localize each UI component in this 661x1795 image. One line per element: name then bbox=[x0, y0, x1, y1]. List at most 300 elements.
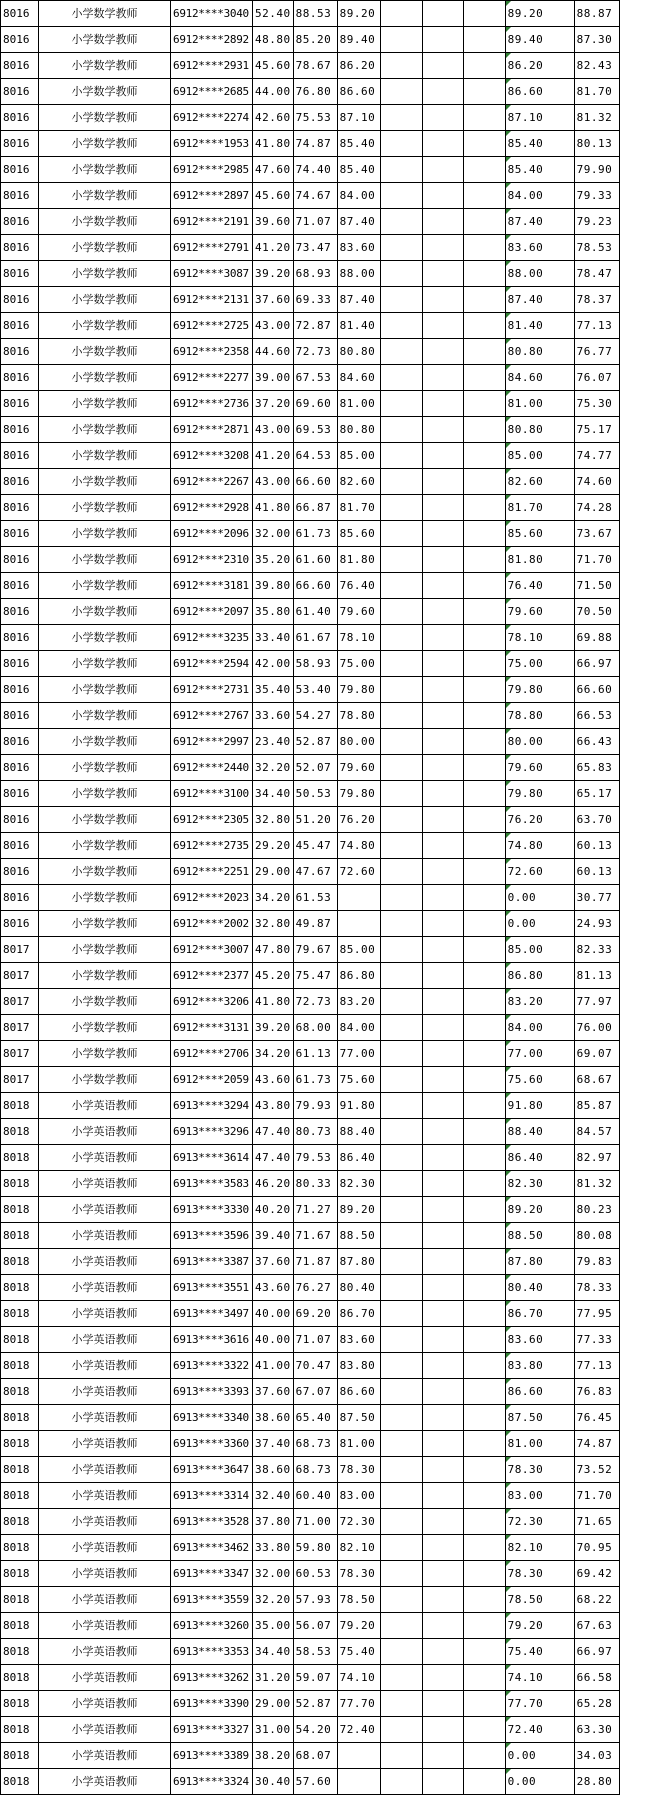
position-code-cell: 8018 bbox=[1, 1769, 39, 1795]
blank-cell-2 bbox=[422, 1327, 463, 1353]
blank-cell-3 bbox=[463, 781, 505, 807]
position-code-cell: 8016 bbox=[1, 105, 39, 131]
candidate-id-cell: 6913****3647 bbox=[171, 1457, 253, 1483]
blank-cell-3 bbox=[463, 1561, 505, 1587]
blank-cell-3 bbox=[463, 599, 505, 625]
table-row bbox=[1, 1405, 620, 1431]
total-score-cell: 76.77 bbox=[574, 339, 619, 365]
blank-cell-1 bbox=[380, 313, 422, 339]
written-converted-cell: 78.67 bbox=[293, 53, 337, 79]
position-name-cell: 小学数学教师 bbox=[39, 781, 171, 807]
final-interview-cell: 76.20 bbox=[505, 807, 574, 833]
blank-cell-1 bbox=[380, 1509, 422, 1535]
candidate-id-cell: 6912****2097 bbox=[171, 599, 253, 625]
table-row bbox=[1, 1301, 620, 1327]
blank-cell-2 bbox=[422, 1249, 463, 1275]
final-interview-cell: 82.60 bbox=[505, 469, 574, 495]
total-score-cell: 71.50 bbox=[574, 573, 619, 599]
position-code-cell: 8018 bbox=[1, 1509, 39, 1535]
position-code-cell: 8016 bbox=[1, 573, 39, 599]
written-score-cell: 32.00 bbox=[253, 1561, 294, 1587]
written-converted-cell: 60.53 bbox=[293, 1561, 337, 1587]
position-name-cell: 小学数学教师 bbox=[39, 53, 171, 79]
blank-cell-1 bbox=[380, 833, 422, 859]
written-score-cell: 31.20 bbox=[253, 1665, 294, 1691]
written-converted-cell: 88.53 bbox=[293, 1, 337, 27]
written-score-cell: 33.80 bbox=[253, 1535, 294, 1561]
final-interview-cell: 78.80 bbox=[505, 703, 574, 729]
written-converted-cell: 60.40 bbox=[293, 1483, 337, 1509]
total-score-cell: 75.17 bbox=[574, 417, 619, 443]
written-converted-cell: 67.53 bbox=[293, 365, 337, 391]
blank-cell-1 bbox=[380, 911, 422, 937]
position-code-cell: 8016 bbox=[1, 287, 39, 313]
table-row bbox=[1, 1067, 620, 1093]
total-score-cell: 66.97 bbox=[574, 1639, 619, 1665]
written-score-cell: 41.80 bbox=[253, 131, 294, 157]
interview-score-cell: 81.80 bbox=[337, 547, 380, 573]
written-score-cell: 43.00 bbox=[253, 417, 294, 443]
table-row bbox=[1, 599, 620, 625]
written-converted-cell: 50.53 bbox=[293, 781, 337, 807]
interview-score-cell: 86.20 bbox=[337, 53, 380, 79]
blank-cell-3 bbox=[463, 1509, 505, 1535]
blank-cell-3 bbox=[463, 365, 505, 391]
table-row bbox=[1, 1093, 620, 1119]
blank-cell-2 bbox=[422, 1171, 463, 1197]
final-interview-cell: 0.00 bbox=[505, 911, 574, 937]
table-row bbox=[1, 833, 620, 859]
position-code-cell: 8016 bbox=[1, 625, 39, 651]
position-name-cell: 小学英语教师 bbox=[39, 1145, 171, 1171]
blank-cell-2 bbox=[422, 1119, 463, 1145]
final-interview-cell: 85.00 bbox=[505, 937, 574, 963]
blank-cell-1 bbox=[380, 53, 422, 79]
written-converted-cell: 76.80 bbox=[293, 79, 337, 105]
written-converted-cell: 61.60 bbox=[293, 547, 337, 573]
final-interview-cell: 91.80 bbox=[505, 1093, 574, 1119]
table-row bbox=[1, 183, 620, 209]
position-name-cell: 小学英语教师 bbox=[39, 1535, 171, 1561]
written-converted-cell: 61.73 bbox=[293, 521, 337, 547]
blank-cell-2 bbox=[422, 79, 463, 105]
candidate-id-cell: 6912****2023 bbox=[171, 885, 253, 911]
blank-cell-2 bbox=[422, 391, 463, 417]
final-interview-cell: 81.00 bbox=[505, 1431, 574, 1457]
blank-cell-2 bbox=[422, 807, 463, 833]
position-code-cell: 8018 bbox=[1, 1327, 39, 1353]
blank-cell-3 bbox=[463, 1249, 505, 1275]
blank-cell-3 bbox=[463, 1483, 505, 1509]
blank-cell-3 bbox=[463, 937, 505, 963]
candidate-id-cell: 6912****3040 bbox=[171, 1, 253, 27]
written-score-cell: 39.00 bbox=[253, 365, 294, 391]
written-score-cell: 34.20 bbox=[253, 885, 294, 911]
final-interview-cell: 80.80 bbox=[505, 417, 574, 443]
position-code-cell: 8018 bbox=[1, 1119, 39, 1145]
position-code-cell: 8018 bbox=[1, 1457, 39, 1483]
written-score-cell: 43.60 bbox=[253, 1067, 294, 1093]
candidate-id-cell: 6912****3007 bbox=[171, 937, 253, 963]
position-name-cell: 小学数学教师 bbox=[39, 521, 171, 547]
interview-score-cell: 86.70 bbox=[337, 1301, 380, 1327]
written-score-cell: 42.60 bbox=[253, 105, 294, 131]
interview-score-cell: 87.40 bbox=[337, 287, 380, 313]
blank-cell-1 bbox=[380, 1717, 422, 1743]
blank-cell-3 bbox=[463, 1041, 505, 1067]
written-score-cell: 47.40 bbox=[253, 1145, 294, 1171]
candidate-id-cell: 6913****3528 bbox=[171, 1509, 253, 1535]
candidate-id-cell: 6912****2594 bbox=[171, 651, 253, 677]
position-code-cell: 8018 bbox=[1, 1665, 39, 1691]
position-name-cell: 小学数学教师 bbox=[39, 1015, 171, 1041]
written-score-cell: 30.40 bbox=[253, 1769, 294, 1795]
written-converted-cell: 66.87 bbox=[293, 495, 337, 521]
blank-cell-2 bbox=[422, 1041, 463, 1067]
interview-score-cell: 74.10 bbox=[337, 1665, 380, 1691]
written-converted-cell: 49.87 bbox=[293, 911, 337, 937]
written-converted-cell: 67.07 bbox=[293, 1379, 337, 1405]
total-score-cell: 76.45 bbox=[574, 1405, 619, 1431]
position-code-cell: 8016 bbox=[1, 547, 39, 573]
candidate-id-cell: 6912****2731 bbox=[171, 677, 253, 703]
candidate-id-cell: 6913****3294 bbox=[171, 1093, 253, 1119]
written-score-cell: 43.00 bbox=[253, 313, 294, 339]
interview-score-cell: 86.60 bbox=[337, 1379, 380, 1405]
position-name-cell: 小学英语教师 bbox=[39, 1275, 171, 1301]
total-score-cell: 81.70 bbox=[574, 79, 619, 105]
interview-score-cell: 89.40 bbox=[337, 27, 380, 53]
position-name-cell: 小学英语教师 bbox=[39, 1093, 171, 1119]
blank-cell-3 bbox=[463, 1379, 505, 1405]
table-row bbox=[1, 1457, 620, 1483]
total-score-cell: 76.83 bbox=[574, 1379, 619, 1405]
blank-cell-3 bbox=[463, 287, 505, 313]
table-row bbox=[1, 547, 620, 573]
blank-cell-1 bbox=[380, 1483, 422, 1509]
final-interview-cell: 79.80 bbox=[505, 781, 574, 807]
position-code-cell: 8018 bbox=[1, 1613, 39, 1639]
blank-cell-1 bbox=[380, 651, 422, 677]
blank-cell-1 bbox=[380, 261, 422, 287]
final-interview-cell: 81.40 bbox=[505, 313, 574, 339]
blank-cell-3 bbox=[463, 1145, 505, 1171]
candidate-id-cell: 6913****3596 bbox=[171, 1223, 253, 1249]
position-code-cell: 8018 bbox=[1, 1171, 39, 1197]
final-interview-cell: 89.20 bbox=[505, 1197, 574, 1223]
final-interview-cell: 86.20 bbox=[505, 53, 574, 79]
position-code-cell: 8017 bbox=[1, 963, 39, 989]
total-score-cell: 81.13 bbox=[574, 963, 619, 989]
blank-cell-2 bbox=[422, 1223, 463, 1249]
blank-cell-3 bbox=[463, 53, 505, 79]
position-name-cell: 小学英语教师 bbox=[39, 1119, 171, 1145]
candidate-id-cell: 6912****2685 bbox=[171, 79, 253, 105]
position-name-cell: 小学数学教师 bbox=[39, 833, 171, 859]
position-code-cell: 8016 bbox=[1, 235, 39, 261]
written-score-cell: 33.40 bbox=[253, 625, 294, 651]
final-interview-cell: 74.10 bbox=[505, 1665, 574, 1691]
written-converted-cell: 66.60 bbox=[293, 573, 337, 599]
written-score-cell: 43.00 bbox=[253, 469, 294, 495]
interview-score-cell: 86.40 bbox=[337, 1145, 380, 1171]
interview-score-cell: 83.80 bbox=[337, 1353, 380, 1379]
written-score-cell: 45.60 bbox=[253, 53, 294, 79]
blank-cell-2 bbox=[422, 1509, 463, 1535]
written-score-cell: 35.00 bbox=[253, 1613, 294, 1639]
position-name-cell: 小学英语教师 bbox=[39, 1223, 171, 1249]
candidate-id-cell: 6913****3559 bbox=[171, 1587, 253, 1613]
table-row bbox=[1, 1, 620, 27]
final-interview-cell: 83.60 bbox=[505, 1327, 574, 1353]
total-score-cell: 60.13 bbox=[574, 833, 619, 859]
table-row bbox=[1, 1015, 620, 1041]
final-interview-cell: 83.20 bbox=[505, 989, 574, 1015]
candidate-id-cell: 6912****2002 bbox=[171, 911, 253, 937]
blank-cell-2 bbox=[422, 1379, 463, 1405]
position-code-cell: 8017 bbox=[1, 1015, 39, 1041]
written-score-cell: 33.60 bbox=[253, 703, 294, 729]
blank-cell-3 bbox=[463, 1769, 505, 1795]
written-converted-cell: 70.47 bbox=[293, 1353, 337, 1379]
blank-cell-3 bbox=[463, 1171, 505, 1197]
written-converted-cell: 61.53 bbox=[293, 885, 337, 911]
blank-cell-1 bbox=[380, 1067, 422, 1093]
interview-score-cell: 72.30 bbox=[337, 1509, 380, 1535]
written-score-cell: 41.20 bbox=[253, 235, 294, 261]
blank-cell-2 bbox=[422, 261, 463, 287]
table-row bbox=[1, 365, 620, 391]
blank-cell-3 bbox=[463, 1067, 505, 1093]
table-row bbox=[1, 131, 620, 157]
table-row bbox=[1, 391, 620, 417]
total-score-cell: 78.47 bbox=[574, 261, 619, 287]
position-name-cell: 小学英语教师 bbox=[39, 1717, 171, 1743]
position-code-cell: 8018 bbox=[1, 1431, 39, 1457]
blank-cell-3 bbox=[463, 391, 505, 417]
written-score-cell: 41.00 bbox=[253, 1353, 294, 1379]
candidate-id-cell: 6913****3327 bbox=[171, 1717, 253, 1743]
written-score-cell: 32.00 bbox=[253, 521, 294, 547]
final-interview-cell: 75.60 bbox=[505, 1067, 574, 1093]
blank-cell-3 bbox=[463, 547, 505, 573]
interview-score-cell: 72.60 bbox=[337, 859, 380, 885]
table-row bbox=[1, 703, 620, 729]
interview-score-cell: 81.70 bbox=[337, 495, 380, 521]
final-interview-cell: 0.00 bbox=[505, 885, 574, 911]
blank-cell-1 bbox=[380, 1743, 422, 1769]
written-score-cell: 39.40 bbox=[253, 1223, 294, 1249]
written-score-cell: 38.60 bbox=[253, 1405, 294, 1431]
final-interview-cell: 77.00 bbox=[505, 1041, 574, 1067]
position-name-cell: 小学数学教师 bbox=[39, 209, 171, 235]
position-code-cell: 8016 bbox=[1, 521, 39, 547]
written-score-cell: 32.80 bbox=[253, 807, 294, 833]
blank-cell-1 bbox=[380, 417, 422, 443]
written-converted-cell: 72.87 bbox=[293, 313, 337, 339]
position-name-cell: 小学数学教师 bbox=[39, 1041, 171, 1067]
blank-cell-1 bbox=[380, 339, 422, 365]
candidate-id-cell: 6913****3614 bbox=[171, 1145, 253, 1171]
final-interview-cell: 79.60 bbox=[505, 755, 574, 781]
written-converted-cell: 59.07 bbox=[293, 1665, 337, 1691]
blank-cell-2 bbox=[422, 1483, 463, 1509]
position-code-cell: 8017 bbox=[1, 937, 39, 963]
written-converted-cell: 61.40 bbox=[293, 599, 337, 625]
written-converted-cell: 68.73 bbox=[293, 1457, 337, 1483]
written-score-cell: 40.20 bbox=[253, 1197, 294, 1223]
blank-cell-2 bbox=[422, 235, 463, 261]
blank-cell-1 bbox=[380, 1, 422, 27]
written-converted-cell: 66.60 bbox=[293, 469, 337, 495]
blank-cell-2 bbox=[422, 1145, 463, 1171]
written-converted-cell: 57.93 bbox=[293, 1587, 337, 1613]
written-converted-cell: 61.73 bbox=[293, 1067, 337, 1093]
total-score-cell: 65.83 bbox=[574, 755, 619, 781]
written-score-cell: 39.20 bbox=[253, 1015, 294, 1041]
total-score-cell: 74.77 bbox=[574, 443, 619, 469]
position-name-cell: 小学数学教师 bbox=[39, 261, 171, 287]
position-name-cell: 小学英语教师 bbox=[39, 1379, 171, 1405]
position-code-cell: 8016 bbox=[1, 79, 39, 105]
written-score-cell: 29.20 bbox=[253, 833, 294, 859]
written-converted-cell: 58.53 bbox=[293, 1639, 337, 1665]
blank-cell-1 bbox=[380, 1249, 422, 1275]
position-code-cell: 8016 bbox=[1, 131, 39, 157]
table-row bbox=[1, 443, 620, 469]
interview-score-cell: 88.40 bbox=[337, 1119, 380, 1145]
blank-cell-3 bbox=[463, 1015, 505, 1041]
interview-score-cell: 83.60 bbox=[337, 235, 380, 261]
written-converted-cell: 71.07 bbox=[293, 1327, 337, 1353]
interview-score-cell: 81.00 bbox=[337, 391, 380, 417]
interview-score-cell: 85.00 bbox=[337, 937, 380, 963]
blank-cell-2 bbox=[422, 1, 463, 27]
position-code-cell: 8016 bbox=[1, 781, 39, 807]
final-interview-cell: 80.80 bbox=[505, 339, 574, 365]
position-code-cell: 8016 bbox=[1, 703, 39, 729]
candidate-id-cell: 6913****3616 bbox=[171, 1327, 253, 1353]
blank-cell-2 bbox=[422, 521, 463, 547]
interview-score-cell: 82.30 bbox=[337, 1171, 380, 1197]
position-code-cell: 8016 bbox=[1, 443, 39, 469]
table-row bbox=[1, 885, 620, 911]
written-converted-cell: 53.40 bbox=[293, 677, 337, 703]
position-code-cell: 8016 bbox=[1, 1, 39, 27]
interview-score-cell: 79.60 bbox=[337, 599, 380, 625]
position-name-cell: 小学数学教师 bbox=[39, 79, 171, 105]
position-name-cell: 小学数学教师 bbox=[39, 495, 171, 521]
blank-cell-2 bbox=[422, 1353, 463, 1379]
table-row bbox=[1, 105, 620, 131]
interview-score-cell: 91.80 bbox=[337, 1093, 380, 1119]
final-interview-cell: 86.40 bbox=[505, 1145, 574, 1171]
total-score-cell: 84.57 bbox=[574, 1119, 619, 1145]
blank-cell-2 bbox=[422, 625, 463, 651]
interview-score-cell: 80.80 bbox=[337, 339, 380, 365]
position-name-cell: 小学英语教师 bbox=[39, 1197, 171, 1223]
total-score-cell: 69.42 bbox=[574, 1561, 619, 1587]
final-interview-cell: 72.60 bbox=[505, 859, 574, 885]
position-name-cell: 小学英语教师 bbox=[39, 1405, 171, 1431]
blank-cell-1 bbox=[380, 599, 422, 625]
candidate-id-cell: 6913****3330 bbox=[171, 1197, 253, 1223]
total-score-cell: 66.97 bbox=[574, 651, 619, 677]
final-interview-cell: 84.60 bbox=[505, 365, 574, 391]
candidate-id-cell: 6913****3260 bbox=[171, 1613, 253, 1639]
final-interview-cell: 81.80 bbox=[505, 547, 574, 573]
candidate-id-cell: 6913****3389 bbox=[171, 1743, 253, 1769]
blank-cell-2 bbox=[422, 937, 463, 963]
final-interview-cell: 85.00 bbox=[505, 443, 574, 469]
written-score-cell: 32.20 bbox=[253, 1587, 294, 1613]
candidate-id-cell: 6912****2310 bbox=[171, 547, 253, 573]
final-interview-cell: 83.60 bbox=[505, 235, 574, 261]
blank-cell-3 bbox=[463, 859, 505, 885]
final-interview-cell: 84.00 bbox=[505, 1015, 574, 1041]
written-score-cell: 37.20 bbox=[253, 391, 294, 417]
blank-cell-3 bbox=[463, 1223, 505, 1249]
total-score-cell: 74.60 bbox=[574, 469, 619, 495]
interview-score-cell: 77.00 bbox=[337, 1041, 380, 1067]
candidate-id-cell: 6912****2767 bbox=[171, 703, 253, 729]
position-code-cell: 8018 bbox=[1, 1223, 39, 1249]
blank-cell-1 bbox=[380, 521, 422, 547]
blank-cell-1 bbox=[380, 1587, 422, 1613]
blank-cell-2 bbox=[422, 1613, 463, 1639]
written-score-cell: 37.80 bbox=[253, 1509, 294, 1535]
interview-score-cell: 84.00 bbox=[337, 1015, 380, 1041]
position-name-cell: 小学数学教师 bbox=[39, 417, 171, 443]
final-interview-cell: 85.60 bbox=[505, 521, 574, 547]
table-row bbox=[1, 1379, 620, 1405]
final-interview-cell: 77.70 bbox=[505, 1691, 574, 1717]
final-interview-cell: 81.70 bbox=[505, 495, 574, 521]
written-score-cell: 39.80 bbox=[253, 573, 294, 599]
written-score-cell: 35.80 bbox=[253, 599, 294, 625]
position-code-cell: 8016 bbox=[1, 391, 39, 417]
position-name-cell: 小学数学教师 bbox=[39, 625, 171, 651]
interview-score-cell: 76.40 bbox=[337, 573, 380, 599]
position-name-cell: 小学英语教师 bbox=[39, 1457, 171, 1483]
position-name-cell: 小学数学教师 bbox=[39, 469, 171, 495]
written-score-cell: 48.80 bbox=[253, 27, 294, 53]
blank-cell-3 bbox=[463, 1353, 505, 1379]
blank-cell-3 bbox=[463, 1639, 505, 1665]
blank-cell-1 bbox=[380, 27, 422, 53]
blank-cell-1 bbox=[380, 807, 422, 833]
position-code-cell: 8018 bbox=[1, 1639, 39, 1665]
table-row bbox=[1, 1171, 620, 1197]
final-interview-cell: 79.60 bbox=[505, 599, 574, 625]
blank-cell-1 bbox=[380, 1405, 422, 1431]
blank-cell-1 bbox=[380, 1535, 422, 1561]
table-row bbox=[1, 261, 620, 287]
total-score-cell: 66.43 bbox=[574, 729, 619, 755]
total-score-cell: 77.13 bbox=[574, 313, 619, 339]
written-converted-cell: 80.73 bbox=[293, 1119, 337, 1145]
table-row bbox=[1, 1275, 620, 1301]
total-score-cell: 73.67 bbox=[574, 521, 619, 547]
table-row bbox=[1, 79, 620, 105]
interview-score-cell bbox=[337, 1769, 380, 1795]
blank-cell-3 bbox=[463, 573, 505, 599]
written-score-cell: 32.80 bbox=[253, 911, 294, 937]
final-interview-cell: 72.40 bbox=[505, 1717, 574, 1743]
table-row bbox=[1, 1535, 620, 1561]
position-code-cell: 8016 bbox=[1, 365, 39, 391]
blank-cell-3 bbox=[463, 703, 505, 729]
